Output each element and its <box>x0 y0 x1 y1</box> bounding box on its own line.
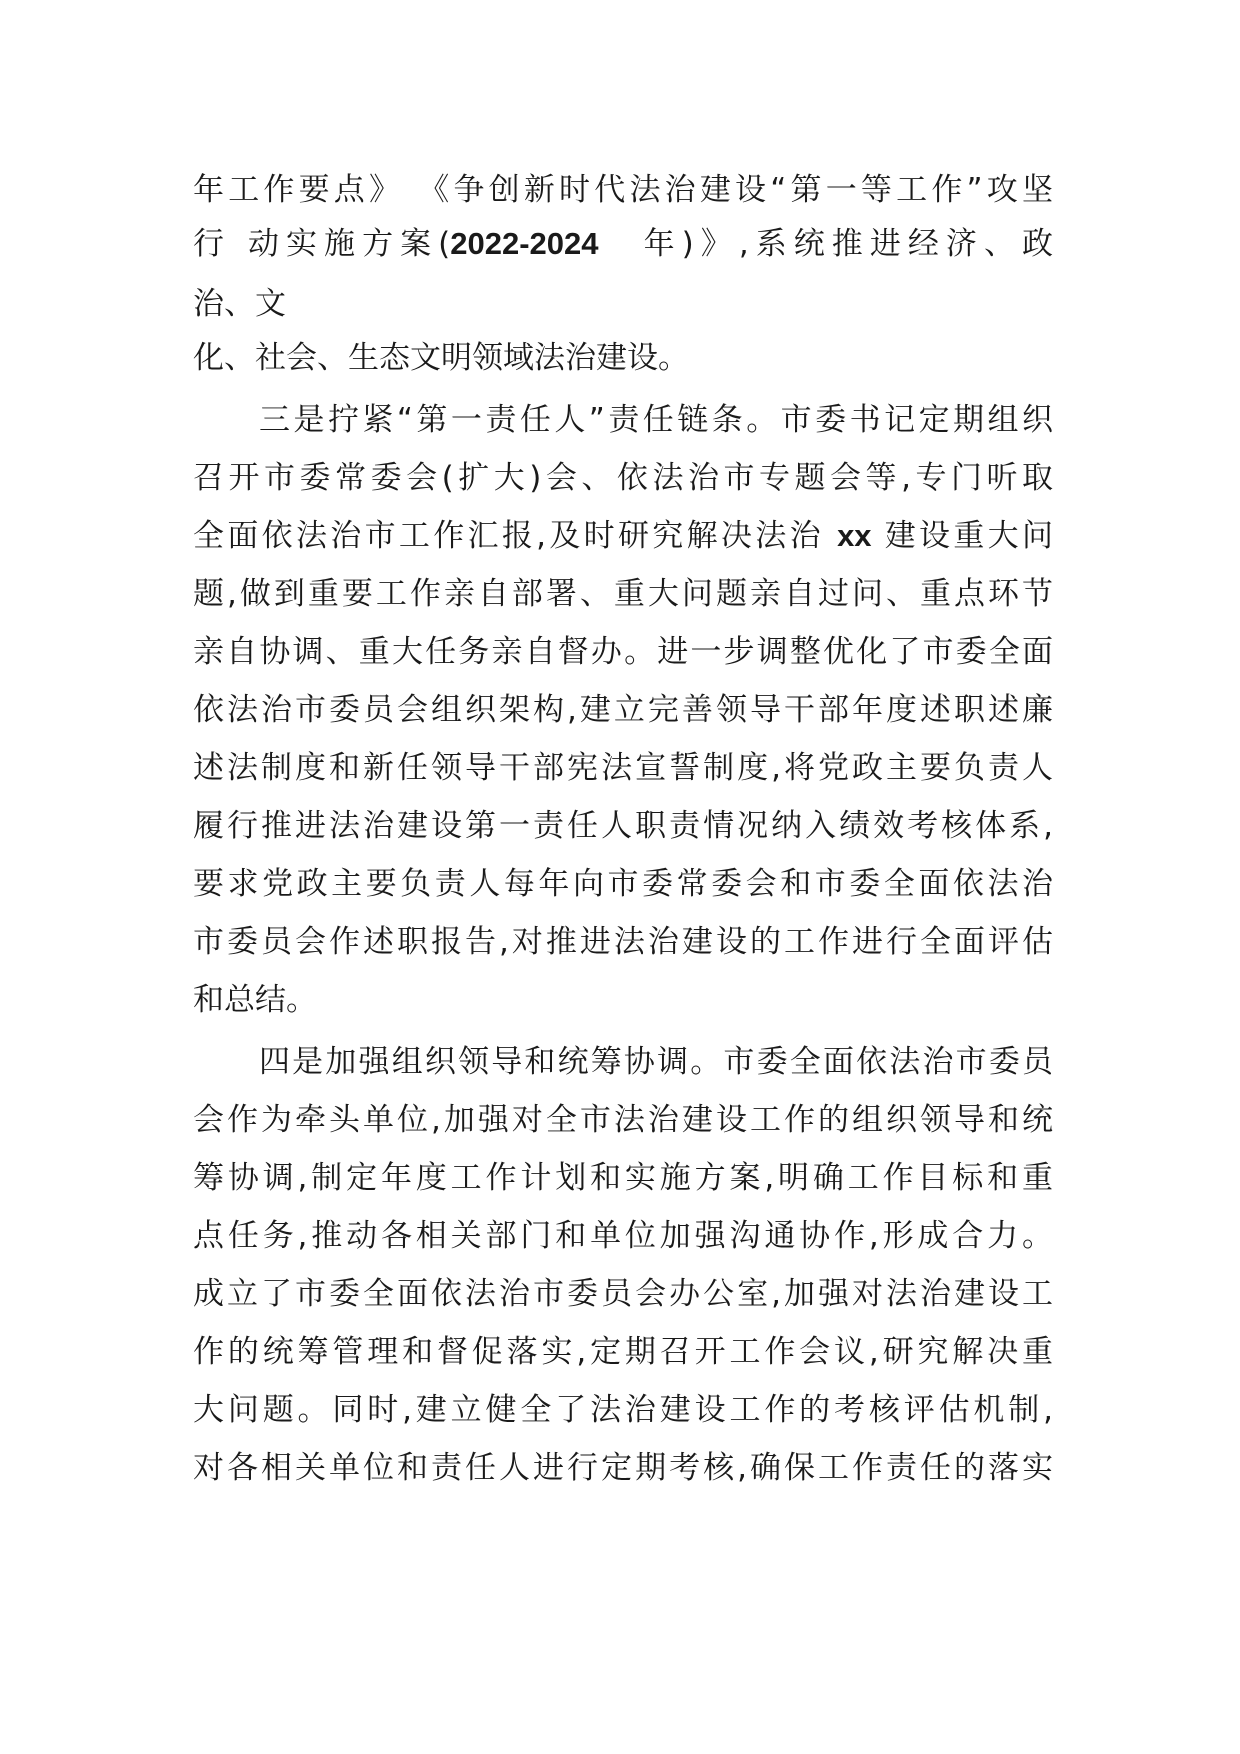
p2-line-2: 召开市委常委会(扩大)会、依法治市专题会等,专门听取 <box>193 460 1053 496</box>
p3-line-8: 对各相关单位和责任人进行定期考核,确保工作责任的落实 <box>193 1450 1053 1486</box>
p1-line-4: 化、社会、生态文明领域法治建设。 <box>193 340 689 376</box>
p3-line-7: 大问题。同时,建立健全了法治建设工作的考核评估机制, <box>193 1392 1053 1428</box>
p3-line-2: 会作为牵头单位,加强对全市法治建设工作的组织领导和统 <box>193 1102 1053 1138</box>
p1-line-3: 治、文 <box>193 286 286 322</box>
p2-line-1: 三是拧紧“第一责任人”责任链条。市委书记定期组织 <box>259 402 1053 438</box>
p1-line-1: 年工作要点》 《争创新时代法治建设“第一等工作”攻坚 <box>193 172 1053 208</box>
p2-line-3-part-b: 建设重大问 <box>884 518 1053 554</box>
p2-line-8: 履行推进法治建设第一责任人职责情况纳入绩效考核体系, <box>193 808 1053 844</box>
p3-line-6: 作的统筹管理和督促落实,定期召开工作会议,研究解决重 <box>193 1334 1053 1370</box>
p3-line-3: 筹协调,制定年度工作计划和实施方案,明确工作目标和重 <box>193 1160 1053 1196</box>
p2-line-3-placeholder: xx <box>837 518 872 553</box>
p3-line-4: 点任务,推动各相关部门和单位加强沟通协作,形成合力。 <box>193 1218 1053 1254</box>
p2-line-4: 题,做到重要工作亲自部署、重大问题亲自过问、重点环节 <box>193 576 1053 612</box>
p3-line-5: 成立了市委全面依法治市委员会办公室,加强对法治建设工 <box>193 1276 1053 1312</box>
p2-line-10: 市委员会作述职报告,对推进法治建设的工作进行全面评估 <box>193 924 1053 960</box>
p1-line-2-part-a: 行 动实施方案( <box>193 226 451 262</box>
p1-line-2-part-b: 年)》,系统推进经济、政 <box>643 226 1053 262</box>
p2-line-9: 要求党政主要负责人每年向市委常委会和市委全面依法治 <box>193 866 1053 902</box>
p1-line-2 <box>193 224 1053 264</box>
p2-line-3 <box>193 516 1053 556</box>
p2-line-5: 亲自协调、重大任务亲自督办。进一步调整优化了市委全面 <box>193 634 1053 670</box>
p2-line-6: 依法治市委员会组织架构,建立完善领导干部年度述职述廉 <box>193 692 1053 728</box>
p2-line-11: 和总结。 <box>193 982 317 1018</box>
p3-line-1: 四是加强组织领导和统筹协调。市委全面依法治市委员 <box>259 1044 1053 1080</box>
p2-line-3-part-a: 全面依法治市工作汇报,及时研究解决法治 <box>193 518 824 554</box>
p1-line-2-year: 2022-2024 <box>450 226 599 261</box>
p2-line-7: 述法制度和新任领导干部宪法宣誓制度,将党政主要负责人 <box>193 750 1053 786</box>
